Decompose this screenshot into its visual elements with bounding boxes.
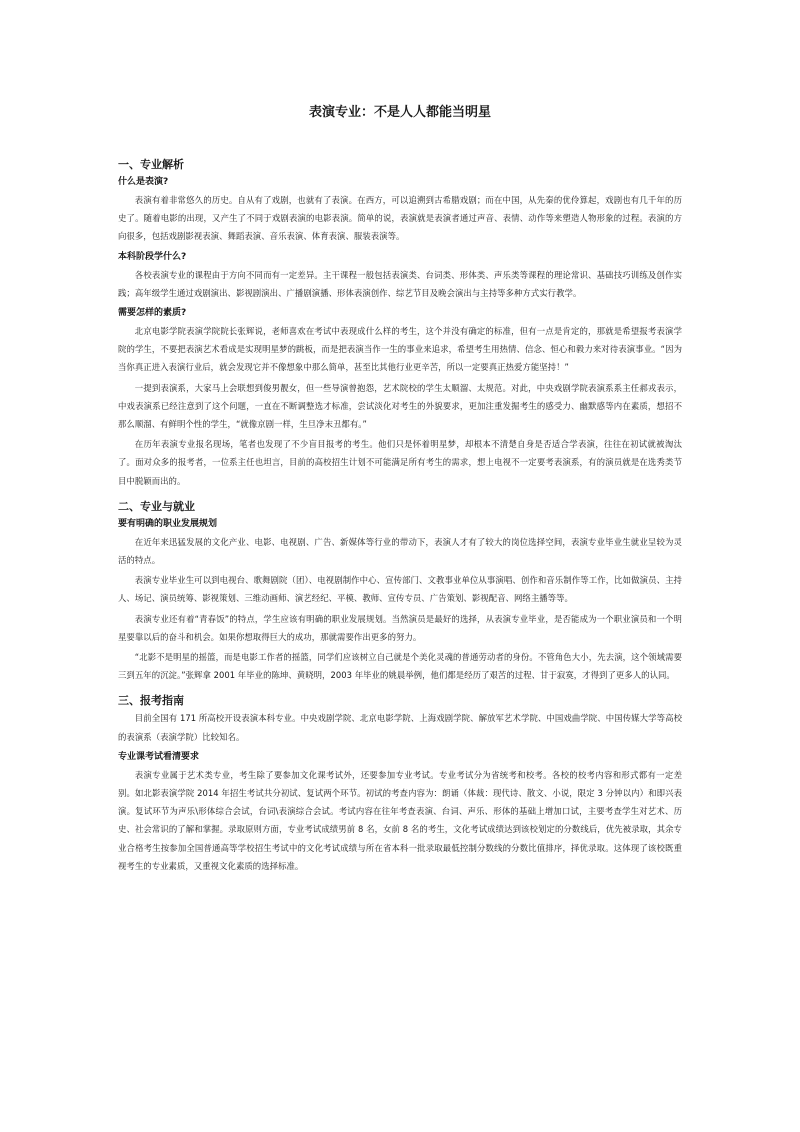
page-title: 表演专业：不是人人都能当明星	[308, 105, 491, 120]
paragraph: 各校表演专业的课程由于方向不同而有一定差异。主干课程一般包括表演类、台词类、形体类、声乐类等课程的理论常识、基础技巧训练及创作实践；高年级学生通过戏剧演出、影视剧演出、广播剧演播、形体表演创作、综艺节目及晚会演出与主持等多种方式实行教学。	[118, 269, 682, 298]
subheading-exam-requirements: 专业课考试看清要求	[118, 751, 200, 762]
paragraph: 在历年表演专业报名现场，笔者也发现了不少盲目报考的考生。他们只是怀着明星梦，却根本不清楚自身是否适合学表演，往往在初试就被淘汰了。面对众多的报考者，一位系主任也坦言，目前的高校招生计划不可能满足所有考生的需求，想上电视不一定要考表演系，有的演员就是在选秀类节目中脱颖而出的。	[118, 439, 682, 486]
section-heading-application-guide: 三、报考指南	[118, 694, 184, 708]
paragraph: “北影不是明星的摇篮，而是电影工作者的摇篮，同学们应该树立自己就是个美化灵魂的普通劳动者的身份。不管角色大小，先去演，这个领域需要三到五年的沉淀。”张辉拿 2001 年毕业的陈坤、黄晓明，2003 年毕业的姚晨举例，他们都是经历了艰苦的过程、甘于寂寞，才得到了更多人的认同。	[118, 652, 682, 681]
subheading-undergrad-courses: 本科阶段学什么?	[118, 251, 187, 262]
subheading-career-plan: 要有明确的职业发展规划	[118, 518, 218, 529]
paragraph: 在近年来迅猛发展的文化产业、电影、电视剧、广告、新媒体等行业的带动下，表演人才有了较大的岗位选择空间，表演专业毕业生就业呈较为灵活的特点。	[118, 536, 682, 566]
paragraph: 表演专业毕业生可以到电视台、歌舞剧院（团）、电视剧制作中心、宣传部门、文教事业单位从事演唱、创作和音乐制作等工作，比如做演员、主持人、场记、演员统筹、影视策划、三维动画师、演艺经纪、平模、教师、宣传专员、广告策划、影视配音、网络主播等等。	[118, 575, 682, 604]
paragraph: 表演有着非常悠久的历史。自从有了戏剧，也就有了表演。在西方，可以追溯到古希腊戏剧；而在中国，从先秦的优伶算起，戏剧也有几千年的历史了。随着电影的出现，又产生了不同于戏剧表演的电影表演。简单的说，表演就是表演者通过声音、表情、动作等来塑造人物形象的过程。表演的方向很多，包括戏剧影视表演、舞蹈表演、音乐表演、体育表演、服装表演等。	[118, 195, 682, 242]
paragraph: 表演专业属于艺术类专业，考生除了要参加文化课考试外，还要参加专业考试。专业考试分为省统考和校考。各校的校考内容和形式都有一定差别。如北影表演学院 2014 年招生考试共分初试、复试两个环节。初试的考查内容为：朗诵（体裁：现代诗、散文、小说，限定 3 分钟以内）和即兴表演。复试环节为声乐\形体综合会试，台词\表演综合会试。考试内容在往年考查表演、台词、声乐、形体的基础上增加口试，主要考查学生对艺术、历史、社会常识的了解和掌握。录取原则方面，专业考试成绩男前 8 名，女前 8 名的考生，文化考试成绩达到该校划定的分数线后，优先被录取，其余专业合格考生按参加全国普通高等学校招生考试中的文化考试成绩与所在省本科一批录取最低控制分数线的分数比值排序，择优录取。这体现了该校既重视考生的专业素质，又重视文化素质的选择标准。	[118, 769, 682, 871]
section-heading-analysis: 一、专业解析	[118, 158, 184, 171]
section-heading-employment: 二、专业与就业	[118, 499, 195, 513]
paragraph: 一提到表演系，大家马上会联想到俊男靓女，但一些导演曾抱怨，艺术院校的学生太顺溜、太规范。对此，中央戏剧学院表演系系主任郝戎表示，中戏表演系已经注意到了这个问题，一直在不断调整选才标准，尝试淡化对考生的外貌要求，更加注重发掘考生的感受力、幽默感等内在素质，想招不那么顺溜、有鲜明个性的学生，“就像京剧一样，生旦净末丑都有。”	[118, 382, 682, 430]
subheading-qualities: 需要怎样的素质?	[118, 308, 187, 319]
subheading-what-is-acting: 什么是表演?	[118, 177, 169, 187]
paragraph: 表演专业还有着“青春饭”的特点，学生应该有明确的职业发展规划。当然演员是最好的选择，从表演专业毕业，是否能成为一个职业演员和一个明星要靠以后的奋斗和机会。如果你想取得巨大的成功，那就需要作出更多的努力。	[118, 613, 682, 642]
paragraph: 目前全国有 171 所高校开设表演本科专业。中央戏剧学院、北京电影学院、上海戏剧学院、解放军艺术学院、中国戏曲学院、中国传媒大学等高校的表演系（表演学院）比较知名。	[118, 713, 682, 742]
paragraph: 北京电影学院表演学院院长张辉说，老师喜欢在考试中表现成什么样的考生，这个并没有确定的标准，但有一点是肯定的，那就是希望报考表演学院的学生，不要把表演艺术看成是实现明星梦的跳板，而是把表演当作一生的事业来追求，希望考生用热情、信念、恒心和毅力来对待表演事业。“因为当你真正进入表演行业后，就会发现它并不像想象中那么简单，甚至比其他行业更辛苦，所以一定要真正热爱方能坚持！”	[118, 326, 682, 373]
